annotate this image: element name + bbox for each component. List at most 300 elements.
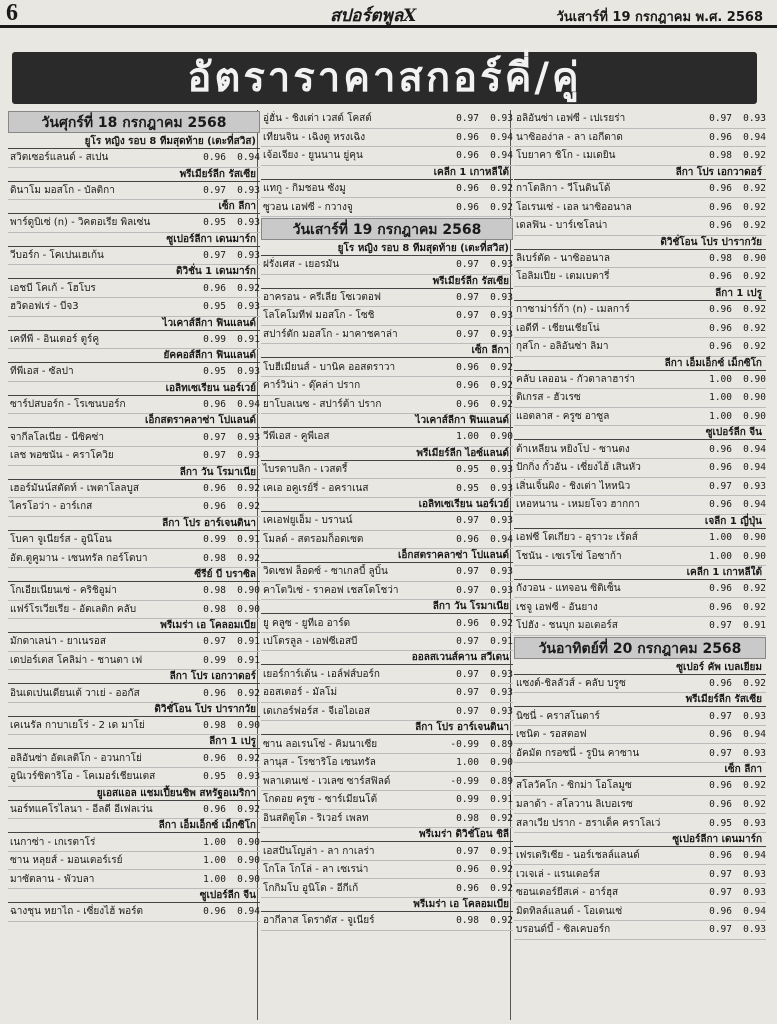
even-price: 0.93 <box>237 250 260 262</box>
match-name: เซนิต - รอสตอฟ <box>516 729 587 741</box>
odd-price: 0.97 <box>203 184 226 196</box>
match-name: โกโล โกโล่ - ลา เซเรน่า <box>263 864 369 876</box>
match-row <box>261 772 513 791</box>
odd-price: 0.96 <box>709 583 732 595</box>
odd-price: 1.00 <box>709 392 732 404</box>
league-header: พรีเมียร์ลีก รัสเซีย <box>514 693 766 707</box>
league-header: ลีกา โปร อาร์เจนตินา <box>8 517 260 531</box>
league-header: ลีกา เอ็มเอ็กซ์ เม็กซิโก <box>514 357 766 371</box>
even-price: 0.92 <box>237 482 260 494</box>
match-row <box>514 478 766 497</box>
match-row <box>261 289 513 308</box>
even-price: 0.92 <box>490 915 513 927</box>
match-row <box>514 580 766 599</box>
match-name: เจ้อเจียง - ยูนนาน ยู่คุน <box>263 150 363 162</box>
odd-price: 0.98 <box>709 150 732 162</box>
match-row <box>8 428 260 447</box>
even-price: 0.93 <box>743 113 766 125</box>
match-name: เหอหนาน - เหมยโจว ฮากกา <box>516 499 640 511</box>
match-row <box>514 389 766 408</box>
issue-date: วันเสาร์ที่ 19 กรกฎาคม พ.ศ. 2568 <box>556 10 763 25</box>
match-name: ซูวอน เอฟซี - กวางจู <box>263 201 353 213</box>
match-row <box>514 268 766 287</box>
league-header: ลีกา โปร อาร์เจนตินา <box>261 721 513 735</box>
match-name: อินเดเปนเดียนเต้ วาเย่ - ออกัส <box>10 687 140 699</box>
odd-price: 0.97 <box>709 924 732 936</box>
match-name: โอลิมเปีย - เตมเบตารี่ <box>516 271 610 283</box>
even-price: 0.92 <box>237 687 260 699</box>
even-price: 0.94 <box>743 729 766 741</box>
match-row <box>514 847 766 866</box>
odd-price: 0.96 <box>709 131 732 143</box>
league-header: ดิวิชั่โอน โปร ปารากวัย <box>514 236 766 250</box>
league-header: ซูเปอร์ลีกา เดนมาร์ก <box>514 833 766 847</box>
match-row <box>8 298 260 317</box>
even-price: 0.90 <box>743 411 766 423</box>
odds-column-3 <box>514 110 766 940</box>
odd-price: 0.96 <box>456 150 479 162</box>
odd-price: 0.95 <box>456 482 479 494</box>
even-price: 0.93 <box>743 887 766 899</box>
odd-price: 1.00 <box>709 411 732 423</box>
even-price: 0.93 <box>490 566 513 578</box>
league-header: ดิวิชั่น 1 เดนมาร์ก <box>8 265 260 279</box>
even-price: 0.93 <box>490 705 513 717</box>
odd-price: 0.96 <box>709 499 732 511</box>
date-header: วันเสาร์ที่ 19 กรกฎาคม 2568 <box>261 218 513 240</box>
match-name: เฮอร์มันน์สตัดท์ - เพตาโลลบูส <box>10 482 140 494</box>
odd-price: 0.96 <box>709 341 732 353</box>
match-name: พลาเตนเซ่ - เวเลซ ซาร์สฟิลด์ <box>263 775 391 787</box>
odd-price: 0.97 <box>456 636 479 648</box>
even-price: 0.92 <box>490 183 513 195</box>
odd-price: 0.97 <box>456 687 479 699</box>
even-price: 0.93 <box>237 771 260 783</box>
league-header: ยูเอสแอล แชมเปี้ยนชิพ สหรัฐอเมริกา <box>8 787 260 801</box>
match-name: กาซาม่าร์ก้า (n) - เมลการ์ <box>516 304 630 316</box>
league-header: เคลีก 1 เกาหลีใต้ <box>514 566 766 580</box>
even-price: 0.93 <box>743 817 766 829</box>
odd-price: 0.95 <box>456 464 479 476</box>
odd-price: 0.97 <box>203 636 226 648</box>
odd-price: 0.96 <box>709 905 732 917</box>
match-name: แฟร์โรเวียเรีย - อัตเลติก คลับ <box>10 603 137 615</box>
match-row <box>514 198 766 217</box>
even-price: 0.94 <box>237 152 260 164</box>
match-name: ลานุส - โรซาริโอ เซนทรัล <box>263 757 376 769</box>
odd-price: 0.97 <box>709 480 732 492</box>
match-name: พาร์ดูบิเซ่ (n) - วิคตอเรีย พิลเซ่น <box>10 217 151 229</box>
odd-price: 0.97 <box>709 113 732 125</box>
match-row <box>514 903 766 922</box>
odd-price: 0.96 <box>709 601 732 613</box>
match-name: วีพีเอส - คูพีเอส <box>263 431 330 443</box>
odd-price: 0.95 <box>203 771 226 783</box>
match-name: โลโคโมทีฟ มอสโก - โซชิ <box>263 310 375 322</box>
odd-price: 0.97 <box>203 450 226 462</box>
league-header: เอลิทเซเรียน นอร์เวย์ <box>8 382 260 396</box>
match-row <box>514 884 766 903</box>
even-price: 0.94 <box>743 850 766 862</box>
match-name: เฟรเดริเซีย - นอร์เชลล์แลนด์ <box>516 850 640 862</box>
league-header: ออลสเวนส์คาน สวีเดน <box>261 651 513 665</box>
odd-price: 0.96 <box>203 399 226 411</box>
match-row <box>261 512 513 531</box>
match-row <box>514 547 766 566</box>
odd-price: 0.99 <box>203 333 226 345</box>
even-price: 0.92 <box>490 201 513 213</box>
even-price: 0.92 <box>237 803 260 815</box>
match-row <box>261 307 513 326</box>
even-price: 0.93 <box>490 668 513 680</box>
match-name: โมลด์ - สตรอมก็อดเซต <box>263 533 364 545</box>
odd-price: -0.99 <box>450 738 479 750</box>
match-name: ออสเตอร์ - มัลโม่ <box>263 687 338 699</box>
even-price: 0.92 <box>743 271 766 283</box>
match-name: โอเรนเซ่ - เอล นาซิออนาล <box>516 201 632 213</box>
even-price: 0.93 <box>743 480 766 492</box>
match-name: อัคมัต กรอซนี่ - รูบิน คาซาน <box>516 747 640 759</box>
odd-price: 0.97 <box>456 705 479 717</box>
match-name: เดปอร์เตส โคลิม่า - ชานตา เฟ <box>10 654 143 666</box>
odd-price: 1.00 <box>456 757 479 769</box>
match-row <box>261 256 513 275</box>
odd-price: 0.99 <box>456 794 479 806</box>
odd-price: 0.96 <box>203 152 226 164</box>
match-name: กุสโก - อลิอันซ่า ลิมา <box>516 341 609 353</box>
match-row <box>514 796 766 815</box>
match-row <box>514 529 766 548</box>
match-row <box>8 633 260 652</box>
match-name: กังวอน - แทจอน ซิติเซ็น <box>516 583 621 595</box>
page-number: 6 <box>6 0 18 26</box>
match-row <box>261 754 513 773</box>
match-row <box>8 749 260 768</box>
league-header: ซีรีย์ บี บราซิล <box>8 568 260 582</box>
match-row <box>514 319 766 338</box>
even-price: 0.92 <box>237 752 260 764</box>
page-banner: อัตราราคาสกอร์คี่/คู่ <box>12 52 757 104</box>
match-name: เอดีที - เชียนเชียโน่ <box>516 322 600 334</box>
match-name: ฮวิดอฟเร่ - บีจ3 <box>10 301 79 313</box>
odd-price: 0.97 <box>709 868 732 880</box>
even-price: 0.89 <box>490 775 513 787</box>
league-header: พรีเมร่า ดิวิชั่โอน ชิลี <box>261 828 513 842</box>
match-row <box>514 408 766 427</box>
even-price: 0.93 <box>490 464 513 476</box>
even-price: 0.90 <box>237 603 260 615</box>
even-price: 0.91 <box>490 845 513 857</box>
match-name: คาร์วิน่า - ดุ๊คล่า ปราก <box>263 380 361 392</box>
match-name: แอตลาส - ครูซ อาซูล <box>516 411 610 423</box>
match-name: จากีลโลเนีย - นีซิคซ่า <box>10 431 104 443</box>
date-header: วันอาทิตย์ที่ 20 กรกฎาคม 2568 <box>514 637 766 659</box>
match-row <box>8 182 260 201</box>
even-price: 0.92 <box>743 677 766 689</box>
odd-price: 0.96 <box>456 864 479 876</box>
match-row <box>8 601 260 620</box>
match-row <box>261 377 513 396</box>
brand-logo: สปอร์ตพูลX <box>330 6 417 26</box>
league-header: ดิวิชั่โอน โปร ปารากวัย <box>8 703 260 717</box>
match-row <box>261 842 513 861</box>
even-price: 0.91 <box>237 636 260 648</box>
odd-price: 0.97 <box>456 329 479 341</box>
odd-price: 0.97 <box>709 887 732 899</box>
odd-price: 1.00 <box>709 550 732 562</box>
league-header: ลีกา วัน โรมาเนีย <box>8 466 260 480</box>
league-header: พรีเมียร์ลีก รัสเซีย <box>8 168 260 182</box>
match-row <box>514 598 766 617</box>
even-price: 0.92 <box>743 201 766 213</box>
odd-price: 0.98 <box>456 915 479 927</box>
match-row <box>261 531 513 550</box>
match-name: ยาโบลเนซ - สปาร์ต้า ปราก <box>263 398 382 410</box>
odds-column-2 <box>261 110 513 931</box>
odd-price: 1.00 <box>203 873 226 885</box>
even-price: 0.90 <box>743 392 766 404</box>
even-price: 0.94 <box>743 499 766 511</box>
league-header: ซูเปอร์ลีกา เดนมาร์ก <box>8 233 260 247</box>
match-name: ดินาโม มอสโก - บัลติกา <box>10 184 115 196</box>
odd-price: 0.96 <box>709 220 732 232</box>
page-header <box>0 0 777 28</box>
match-row <box>261 684 513 703</box>
odd-price: 0.96 <box>456 131 479 143</box>
even-price: 0.90 <box>490 431 513 443</box>
odd-price: 0.97 <box>456 291 479 303</box>
even-price: 0.90 <box>237 836 260 848</box>
even-price: 0.92 <box>743 583 766 595</box>
match-name: โบคา จูเนียร์ส - อูนิโอน <box>10 534 112 546</box>
match-name: แซงต์-ชิลลัวส์ - คลับ บรูซ <box>516 677 626 689</box>
match-name: ต้าเหลียน หยิงโป - ซานตง <box>516 443 630 455</box>
match-row <box>261 563 513 582</box>
even-price: 0.89 <box>490 738 513 750</box>
match-row <box>514 744 766 763</box>
odd-price: 0.96 <box>456 533 479 545</box>
odd-price: 0.97 <box>456 113 479 125</box>
match-row <box>8 852 260 871</box>
odd-price: 0.96 <box>203 803 226 815</box>
even-price: 0.91 <box>237 534 260 546</box>
even-price: 0.93 <box>743 924 766 936</box>
even-price: 0.93 <box>490 259 513 271</box>
odd-price: 0.97 <box>456 259 479 271</box>
even-price: 0.91 <box>490 794 513 806</box>
even-price: 0.93 <box>490 687 513 699</box>
odd-price: 0.96 <box>203 282 226 294</box>
match-name: เวเจเล่ - แรนเดอร์ส <box>516 868 600 880</box>
match-row <box>8 396 260 415</box>
odd-price: 0.96 <box>456 882 479 894</box>
league-header: เอ็กสตราคลาซ่า โปแลนด์ <box>8 414 260 428</box>
match-name: ฉางชุน หยาไถ - เซี่ยงไฮ้ พอร์ต <box>10 906 143 918</box>
match-name: อินสติตูโต - ริเวอร์ เพลท <box>263 812 369 824</box>
league-header: พรีเมียร์ลีก รัสเซีย <box>261 275 513 289</box>
odd-price: 0.97 <box>203 250 226 262</box>
match-row <box>261 810 513 829</box>
match-name: มลาด้า - สโลวาน ลิเบอเรซ <box>516 798 633 810</box>
match-row <box>8 684 260 703</box>
match-name: เอชบี โคเก้ - โฮโบร <box>10 282 96 294</box>
even-price: 0.90 <box>237 855 260 867</box>
match-name: โปฮัง - ชนบุก มอเตอร์ส <box>516 620 618 632</box>
odd-price: 0.96 <box>709 271 732 283</box>
match-name: อาครอน - ครีเลีย โซเวตอฟ <box>263 291 381 303</box>
odd-price: 0.97 <box>456 668 479 680</box>
even-price: 0.94 <box>237 399 260 411</box>
even-price: 0.92 <box>743 341 766 353</box>
match-row <box>514 371 766 390</box>
even-price: 0.92 <box>490 361 513 373</box>
match-row <box>514 440 766 459</box>
odd-price: -0.99 <box>450 775 479 787</box>
odd-price: 0.96 <box>709 798 732 810</box>
match-name: เสิ่นเจิ้นผิง - ชิงเต่า ไหหนิว <box>516 480 631 492</box>
match-row <box>261 703 513 722</box>
even-price: 0.92 <box>490 882 513 894</box>
even-price: 0.91 <box>743 620 766 632</box>
odd-price: 0.95 <box>203 301 226 313</box>
match-row <box>514 707 766 726</box>
league-header: ลีกา เอ็มเอ็กซ์ เม็กซิโก <box>8 819 260 833</box>
match-name: เนกาซ่า - เกเรตาโร่ <box>10 836 96 848</box>
even-price: 0.93 <box>237 301 260 313</box>
even-price: 0.93 <box>237 366 260 378</box>
even-price: 0.90 <box>743 373 766 385</box>
match-name: อัต.ตูคูมาน - เซนทรัล กอร์โดบา <box>10 552 148 564</box>
league-header: ซูเปอร์ลีก จีน <box>514 426 766 440</box>
odd-price: 0.96 <box>203 687 226 699</box>
even-price: 0.92 <box>490 812 513 824</box>
match-row <box>514 865 766 884</box>
match-name: นาซิออง่าล - ลา เอกีดาด <box>516 131 623 143</box>
even-price: 0.92 <box>237 552 260 564</box>
even-price: 0.91 <box>490 636 513 648</box>
match-name: โกดอย ครูซ - ซาร์เมียนโต้ <box>263 794 378 806</box>
league-header: ลีกา วัน โรมาเนีย <box>261 600 513 614</box>
league-header: ไวเคาส์ลีกา ฟินแลนด์ <box>8 317 260 331</box>
even-price: 0.94 <box>743 462 766 474</box>
match-row <box>8 279 260 298</box>
even-price: 0.92 <box>490 380 513 392</box>
match-name: โกเอียเนียนเซ่ - คริชิอูม่า <box>10 585 117 597</box>
odd-price: 0.96 <box>456 398 479 410</box>
even-price: 0.93 <box>743 747 766 759</box>
match-row <box>261 396 513 415</box>
match-row <box>8 903 260 922</box>
match-row <box>8 247 260 266</box>
match-name: บรอนด์บี้ - ซิลเคบอร์ก <box>516 924 611 936</box>
match-row <box>514 217 766 236</box>
match-name: เยอร์การ์เด้น - เอล์ฟส์บอร์ก <box>263 668 380 680</box>
odd-price: 0.99 <box>203 534 226 546</box>
even-price: 0.92 <box>490 864 513 876</box>
match-name: เอสปันโญล่า - ลา กาเลร่า <box>263 845 375 857</box>
match-name: ติเกรส - ฮัวเรซ <box>516 392 581 404</box>
match-name: ซาร์ปสบอร์ก - โรเซนบอร์ก <box>10 399 126 411</box>
even-price: 0.93 <box>490 584 513 596</box>
even-price: 0.90 <box>743 531 766 543</box>
match-row <box>261 461 513 480</box>
even-price: 0.92 <box>743 601 766 613</box>
even-price: 0.93 <box>743 868 766 880</box>
odd-price: 0.98 <box>203 585 226 597</box>
even-price: 0.92 <box>237 501 260 513</box>
match-name: เอฟซี โตเกียว - อุราวะ เร้ดส์ <box>516 531 638 543</box>
odd-price: 0.96 <box>456 617 479 629</box>
match-row <box>8 652 260 671</box>
league-header: พรีเมร่า เอ โคลอมเบีย <box>8 619 260 633</box>
match-row <box>8 480 260 499</box>
match-row <box>261 861 513 880</box>
odd-price: 0.95 <box>203 217 226 229</box>
even-price: 0.93 <box>490 515 513 527</box>
even-price: 0.92 <box>490 398 513 410</box>
league-header: ซูเปอร์ คัพ เบลเยียม <box>514 661 766 675</box>
match-name: ซอนเดอร์ยีสเค่ - อาร์ฮุส <box>516 887 619 899</box>
match-name: นิซนี่ - คราสโนดาร์ <box>516 710 600 722</box>
match-row <box>8 717 260 736</box>
odd-price: 0.96 <box>709 201 732 213</box>
match-row <box>8 498 260 517</box>
league-header: เซ็ก ลีกา <box>514 763 766 777</box>
match-row <box>261 879 513 898</box>
even-price: 0.90 <box>237 585 260 597</box>
match-name: เชจู เอฟซี - อันยาง <box>516 601 598 613</box>
odd-price: 0.97 <box>456 584 479 596</box>
odd-price: 0.96 <box>456 361 479 373</box>
even-price: 0.92 <box>743 780 766 792</box>
match-row <box>261 180 513 199</box>
match-name: อูนิเวร์ซิตาริโอ - โคเมอร์เชียนเตส <box>10 771 156 783</box>
match-row <box>8 149 260 168</box>
match-row <box>261 428 513 447</box>
odd-price: 0.96 <box>203 752 226 764</box>
league-header: เคลีก 1 เกาหลีใต้ <box>261 166 513 180</box>
match-row <box>8 582 260 601</box>
match-row <box>514 250 766 269</box>
odd-price: 0.96 <box>203 482 226 494</box>
match-name: ไบรดาบลิก - เวสตรี้ <box>263 464 348 476</box>
even-price: 0.92 <box>237 282 260 294</box>
odd-price: 0.96 <box>203 906 226 918</box>
match-name: ซาน หลุยส์ - มอนเตอร์เรย์ <box>10 855 123 867</box>
odd-price: 0.96 <box>709 677 732 689</box>
odd-price: 0.96 <box>203 501 226 513</box>
match-row <box>8 870 260 889</box>
match-name: ทีพีเอส - ซัลปา <box>10 366 74 378</box>
match-name: สวิตเซอร์แลนด์ - สเปน <box>10 152 109 164</box>
odd-price: 0.98 <box>203 552 226 564</box>
match-row <box>261 198 513 217</box>
even-price: 0.94 <box>743 905 766 917</box>
even-price: 0.90 <box>237 720 260 732</box>
match-row <box>261 735 513 754</box>
match-name: เคเอ อคูเรย์รี่ - อคราเนส <box>263 482 369 494</box>
odd-price: 0.96 <box>709 729 732 741</box>
odd-price: 1.00 <box>709 531 732 543</box>
league-header: พรีเมร่า เอ โคลอมเบีย <box>261 898 513 912</box>
odd-price: 0.96 <box>709 462 732 474</box>
league-header: พรีเมียร์ลีก ไอซ์แลนด์ <box>261 447 513 461</box>
even-price: 0.94 <box>490 533 513 545</box>
match-row <box>261 147 513 166</box>
match-name: เลช พอซนัน - คราโควิย <box>10 450 114 462</box>
match-name: ฝรั่งเศส - เยอรมัน <box>263 259 340 271</box>
match-row <box>261 479 513 498</box>
